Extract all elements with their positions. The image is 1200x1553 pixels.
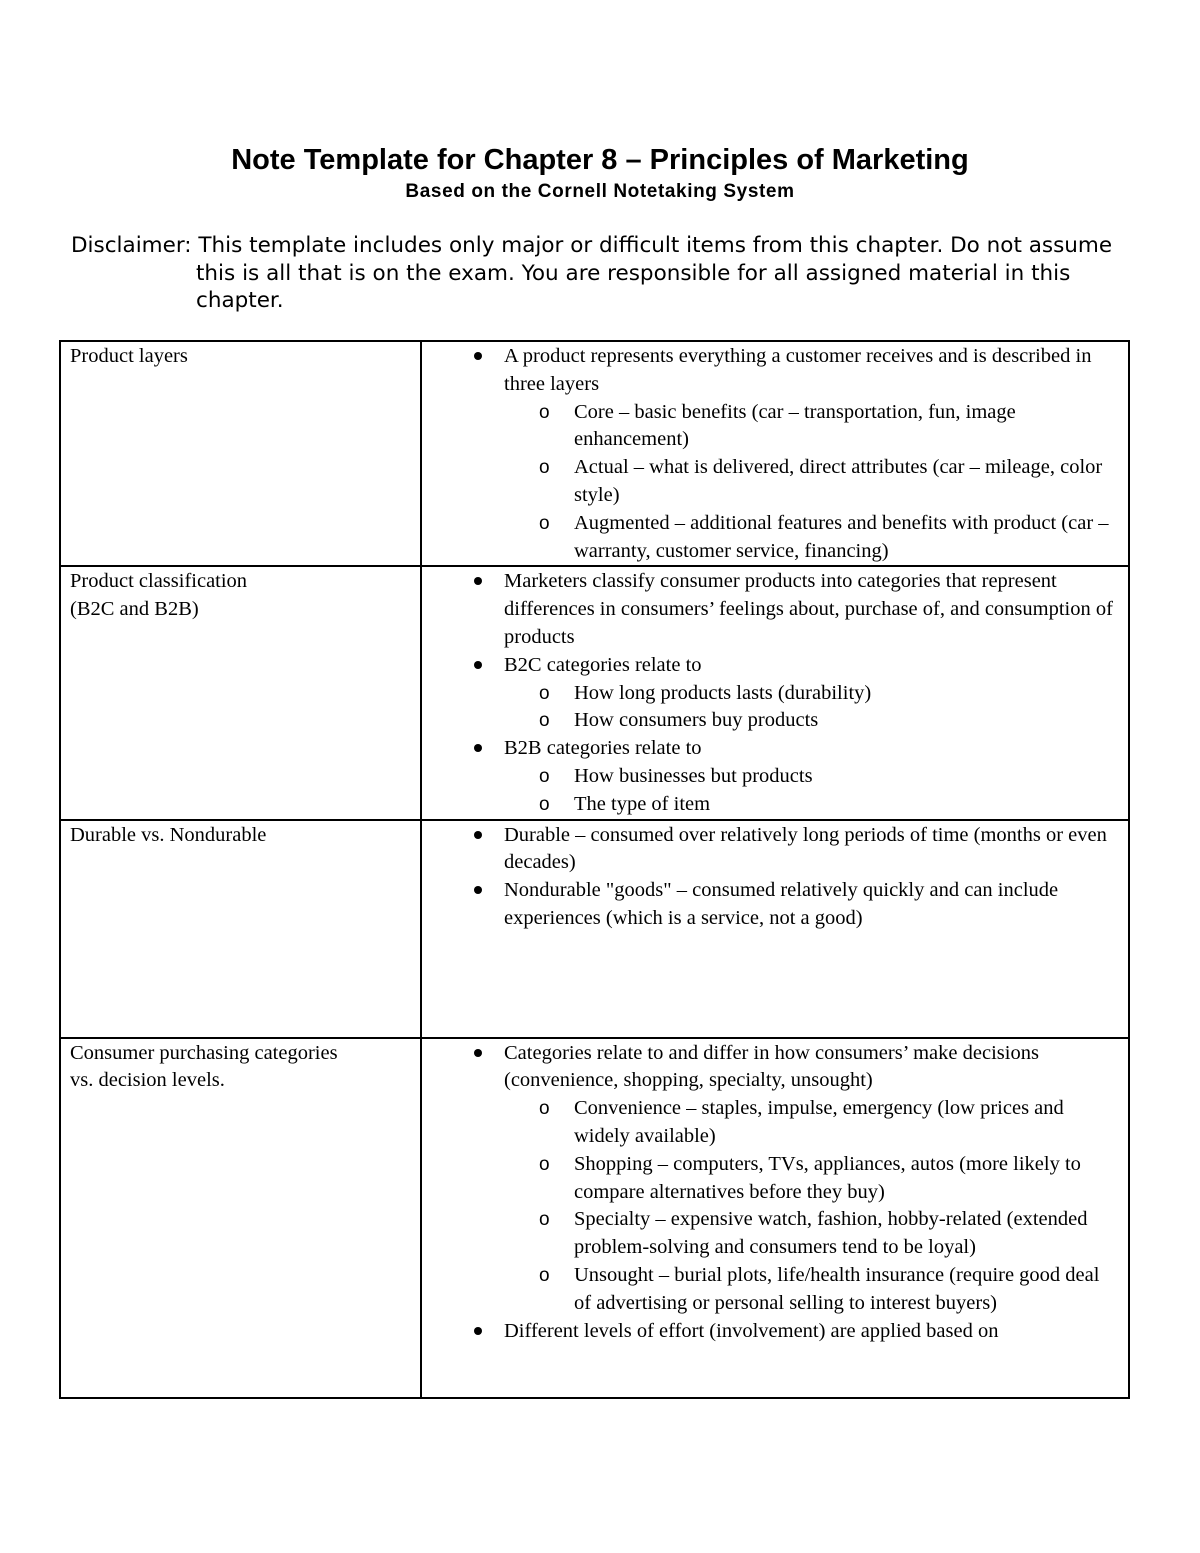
list-item [504, 877, 1120, 933]
sub-list-item: o How long products lasts (durability) [574, 680, 1120, 708]
sub-list-item: o Specialty – expensive watch, fashion, hobby-related (extended problem-solving and consumers tend to be loyal) [574, 1206, 1120, 1262]
notes-list [431, 1040, 1120, 1346]
sub-list [504, 680, 1120, 736]
table-row [60, 341, 1129, 566]
disclaimer: Disclaimer: This template includes only major or difficult items from this chapter. Do not assume this is all that is on the exam. You are responsible for all assigned material in this chapter. [71, 233, 1113, 313]
cue-text: Product classification [70, 570, 248, 593]
notes-cell [421, 1038, 1129, 1398]
note-text: Marketers classify consumer products into categories that represent differences in consumers’ feelings about, purchase of, and consumption of products [504, 570, 1113, 648]
list-item [504, 343, 1120, 565]
note-text: Nondurable "goods" – consumed relatively quickly and can include experiences (which is a service, not a good) [504, 879, 1059, 929]
sub-list-item: o Actual – what is delivered, direct attributes (car – mileage, color style) [574, 454, 1120, 510]
note-text: Durable – consumed over relatively long periods of time (months or even decades) [504, 823, 1107, 874]
notes-cell [421, 820, 1129, 1038]
cue-text: (B2C and B2B) [70, 598, 199, 621]
sub-list-item: o Augmented – additional features and benefits with product (car – warranty, customer service, financing) [574, 510, 1120, 566]
cue-text: vs. decision levels. [70, 1069, 225, 1092]
note-text: B2B categories relate to [504, 737, 702, 760]
sub-list [504, 763, 1120, 819]
list-item [504, 1318, 1120, 1346]
cornell-notes-table [59, 340, 1130, 1399]
page-subtitle: Based on the Cornell Notetaking System [405, 181, 795, 202]
notes-list [431, 822, 1120, 933]
cue-cell [60, 341, 421, 566]
sub-list [504, 1095, 1120, 1317]
table-row [60, 1038, 1129, 1398]
table-row [60, 566, 1129, 819]
list-item [504, 652, 1120, 735]
list-item [504, 735, 1120, 818]
sub-list-item: o How consumers buy products [574, 707, 1120, 735]
sub-list [504, 399, 1120, 566]
list-item [504, 568, 1120, 651]
sub-list-item: o How businesses but products [574, 763, 1120, 791]
note-text: A product represents everything a customer receives and is described in three layers [504, 345, 1092, 395]
cue-cell [60, 1038, 421, 1398]
notes-cell [421, 341, 1129, 566]
note-text: Categories relate to and differ in how consumers’ make decisions (convenience, shopping, specialty, unsought) [504, 1041, 1039, 1092]
notes-list [431, 343, 1120, 565]
cue-cell [60, 820, 421, 1038]
list-item [504, 822, 1120, 878]
notes-list [431, 568, 1120, 818]
sub-list-item: o Core – basic benefits (car – transportation, fun, image enhancement) [574, 399, 1120, 455]
sub-list-item: o Unsought – burial plots, life/health insurance (require good deal of advertising or personal selling to interest buyers) [574, 1262, 1120, 1318]
sub-list-item: o Shopping – computers, TVs, appliances, autos (more likely to compare alternatives before they buy) [574, 1151, 1120, 1207]
cue-text: Durable vs. Nondurable [70, 823, 267, 846]
list-item [504, 1040, 1120, 1318]
cue-text: Consumer purchasing categories [70, 1041, 338, 1064]
sub-list-item: o Convenience – staples, impulse, emergency (low prices and widely available) [574, 1095, 1120, 1151]
table-row [60, 820, 1129, 1038]
cue-text: Product layers [70, 345, 188, 367]
note-text: B2C categories relate to [504, 653, 702, 676]
cue-cell [60, 566, 421, 819]
page-title: Note Template for Chapter 8 – Principles of Marketing [231, 144, 969, 176]
sub-list-item: o The type of item [574, 791, 1120, 819]
notes-cell [421, 566, 1129, 819]
note-text: Different levels of effort (involvement) are applied based on [504, 1319, 999, 1342]
